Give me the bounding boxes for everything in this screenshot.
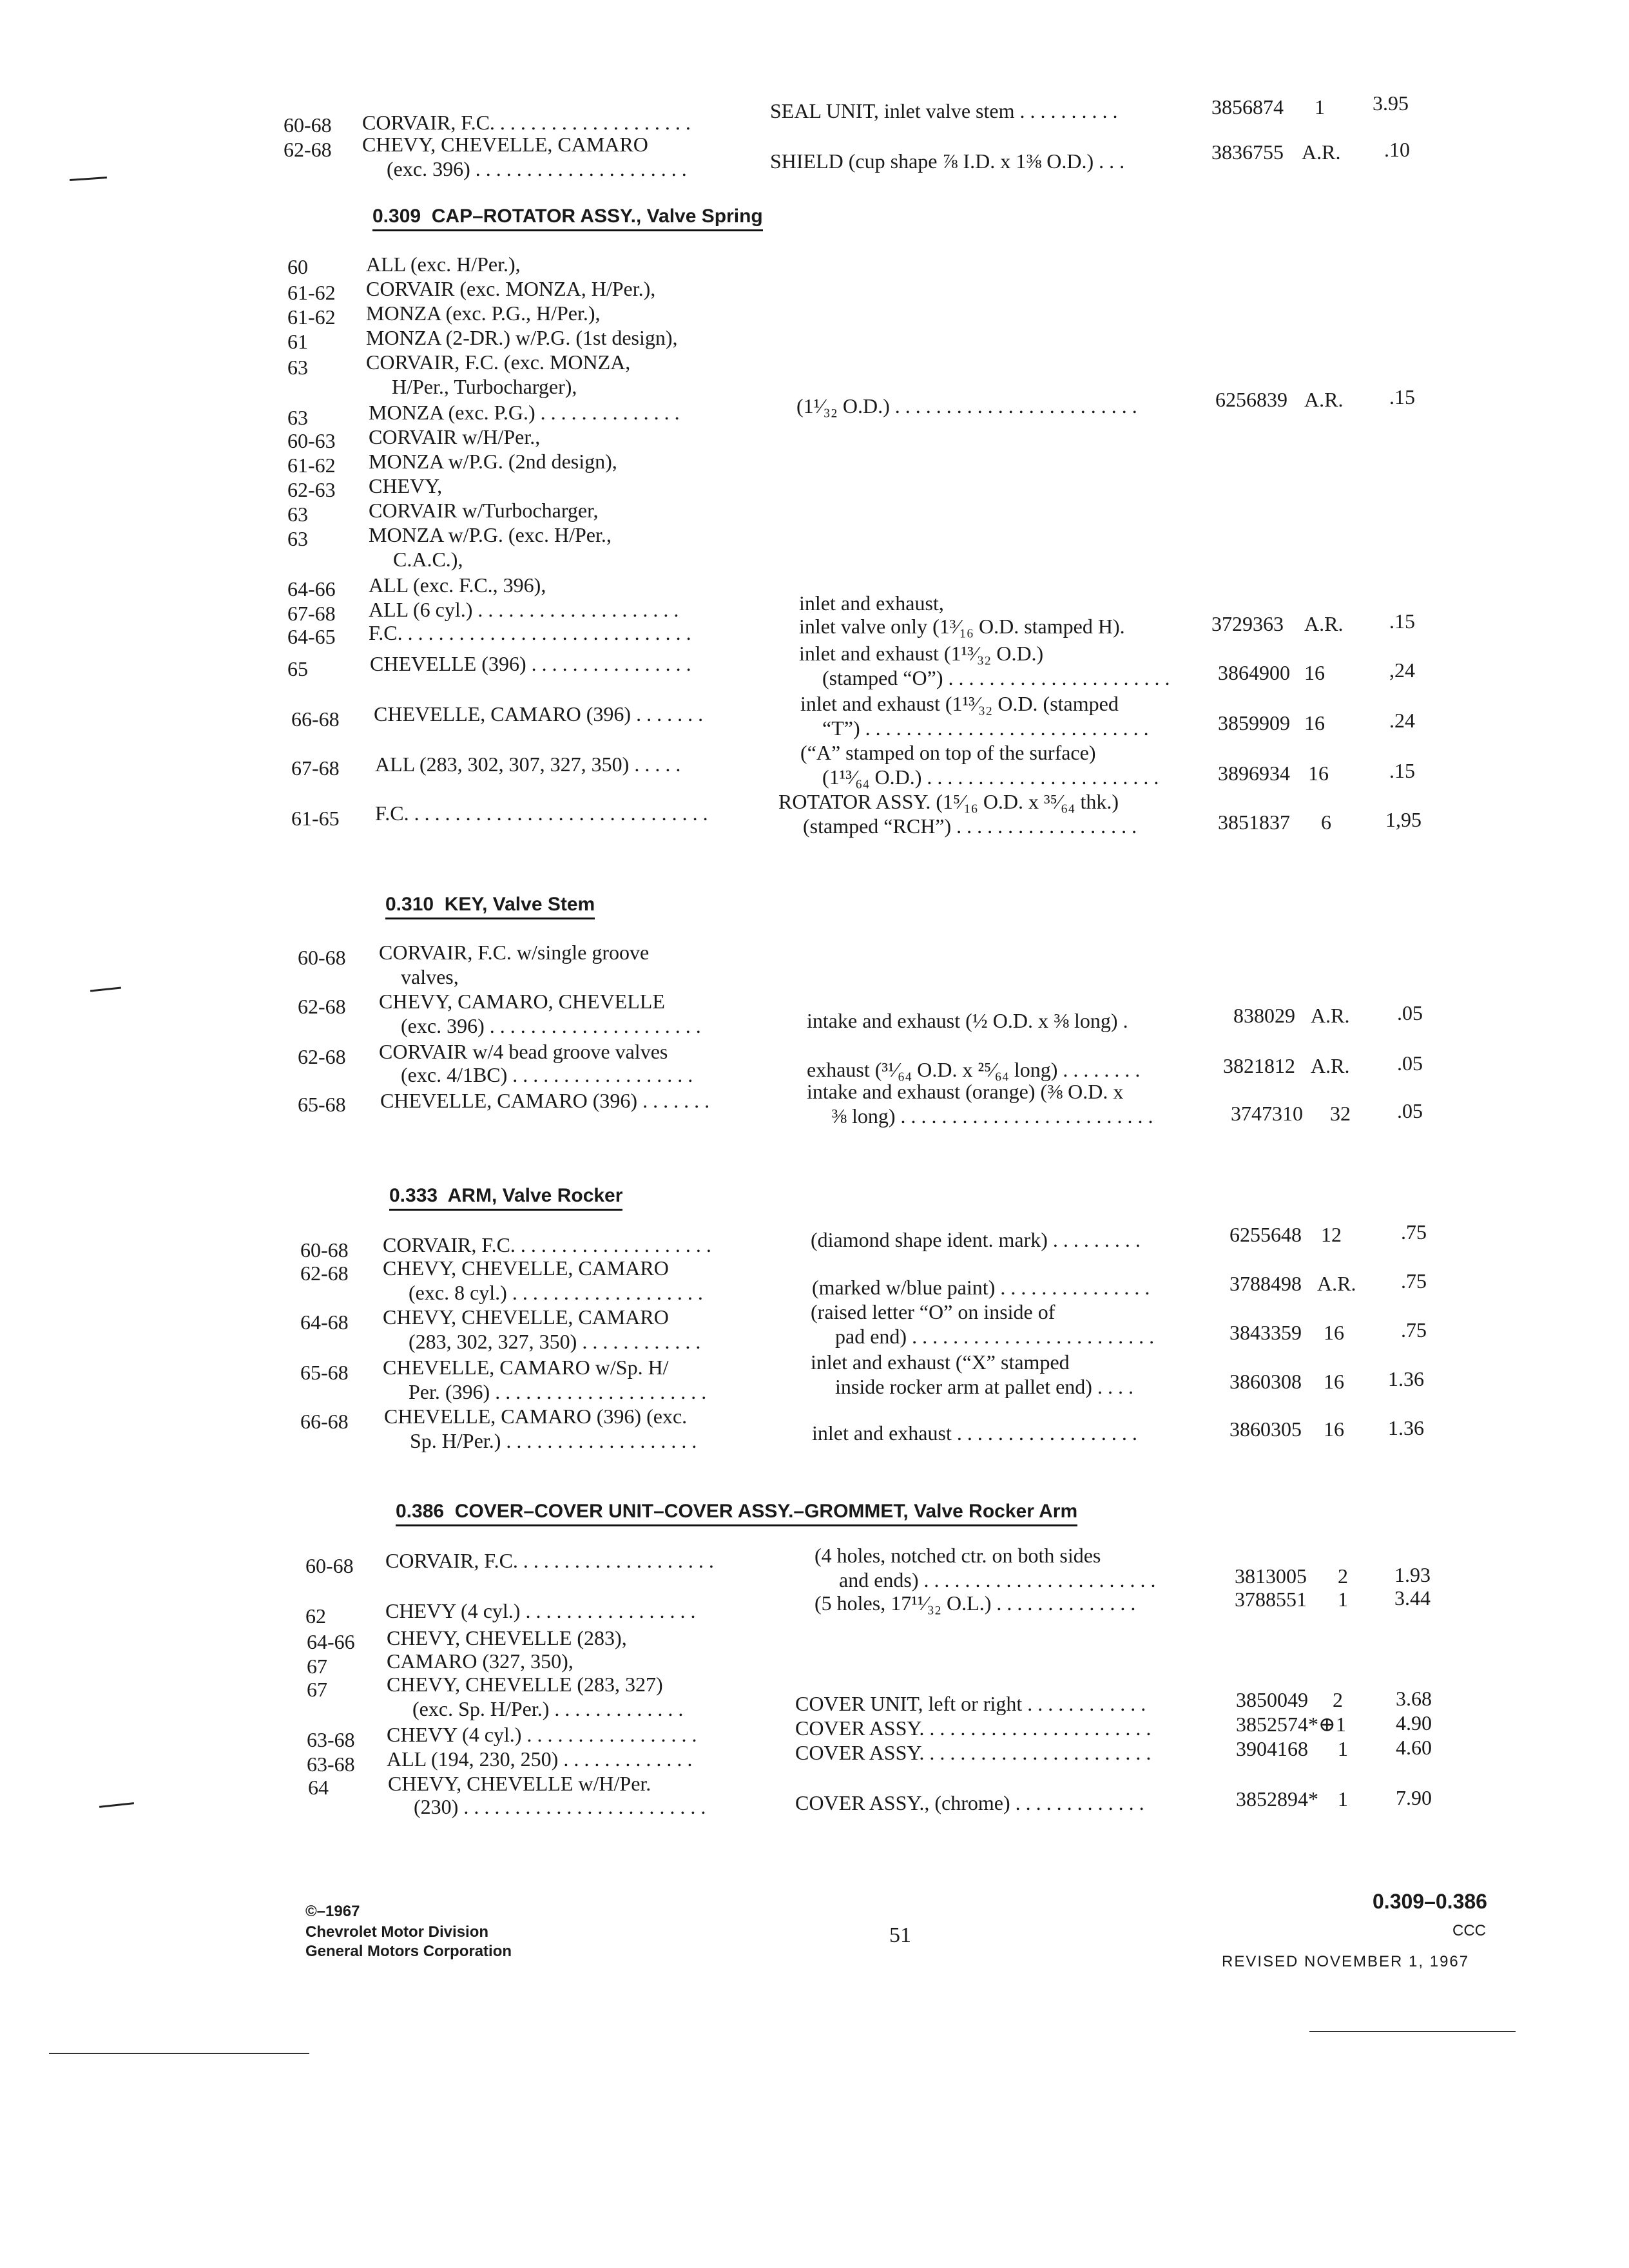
- years: 65: [287, 657, 308, 680]
- model: (exc. 8 cyl.) . . . . . . . . . . . . . . . . . . .: [409, 1281, 703, 1304]
- margin-mark: [99, 1802, 134, 1808]
- model: H/Per., Turbocharger),: [392, 375, 577, 398]
- quantity: 16: [1304, 661, 1325, 684]
- section-range: 0.309–0.386: [1373, 1890, 1487, 1913]
- price: 4.60: [1396, 1736, 1432, 1759]
- description: “T”) . . . . . . . . . . . . . . . . . . . . . . . . . . . .: [822, 716, 1149, 740]
- page-number: 51: [889, 1923, 911, 1947]
- revision-date: REVISED NOVEMBER 1, 1967: [1222, 1953, 1470, 1970]
- price: .05: [1397, 1052, 1423, 1075]
- price: .75: [1401, 1220, 1427, 1244]
- description: (“A” stamped on top of the surface): [800, 741, 1096, 764]
- section-header: 0.333 ARM, Valve Rocker: [389, 1184, 622, 1211]
- quantity: 16: [1304, 711, 1325, 735]
- years: 64-68: [300, 1311, 349, 1334]
- model: CHEVY, CHEVELLE w/H/Per.: [388, 1772, 651, 1795]
- model: F.C. . . . . . . . . . . . . . . . . . . . . . . . . . . . . .: [375, 802, 708, 825]
- part-number: 3860308: [1229, 1370, 1302, 1393]
- quantity: A.R.: [1304, 612, 1344, 635]
- part-number: 838029: [1233, 1004, 1295, 1027]
- quantity: 1: [1338, 1737, 1348, 1760]
- model: Per. (396) . . . . . . . . . . . . . . . . . . . . .: [409, 1380, 707, 1403]
- description: (4 holes, notched ctr. on both sides: [815, 1544, 1101, 1567]
- description: inlet and exhaust . . . . . . . . . . . . . . . . . .: [812, 1421, 1137, 1445]
- description: COVER ASSY., (chrome) . . . . . . . . . . . . .: [795, 1791, 1144, 1814]
- years: 60-68: [305, 1554, 354, 1577]
- price: 1.36: [1388, 1416, 1424, 1439]
- model: ALL (exc. H/Per.),: [366, 253, 521, 276]
- quantity: A.R.: [1302, 140, 1341, 164]
- years: 64-66: [287, 577, 336, 601]
- years: 61-62: [287, 305, 336, 329]
- years: 60-68: [284, 113, 332, 137]
- model: CORVAIR w/Turbocharger,: [369, 499, 599, 522]
- part-number: 3851837: [1218, 811, 1290, 834]
- years: 67-68: [291, 756, 340, 780]
- years: 62: [305, 1604, 326, 1628]
- part-number: 3904168: [1236, 1737, 1308, 1760]
- quantity: 16: [1324, 1370, 1344, 1393]
- years: 60-68: [298, 946, 346, 969]
- price: .15: [1389, 759, 1415, 782]
- quantity: 6: [1321, 811, 1331, 834]
- price: .75: [1401, 1269, 1427, 1293]
- model: ALL (283, 302, 307, 327, 350) . . . . .: [375, 753, 681, 776]
- model: CHEVELLE, CAMARO (396) (exc.: [384, 1405, 688, 1428]
- model: CHEVY, CHEVELLE, CAMARO: [383, 1256, 669, 1280]
- model: CHEVELLE (396) . . . . . . . . . . . . . . . .: [370, 652, 691, 675]
- price: 1.36: [1388, 1367, 1424, 1390]
- model: CHEVY, CAMARO, CHEVELLE: [379, 990, 665, 1013]
- margin-mark: [70, 177, 107, 181]
- model: valves,: [401, 965, 459, 988]
- description: inside rocker arm at pallet end) . . . .: [835, 1375, 1133, 1398]
- part-number: 3747310: [1231, 1102, 1303, 1125]
- years: 63-68: [307, 1753, 355, 1776]
- part-number: 3852894*: [1236, 1787, 1318, 1811]
- model: CHEVELLE, CAMARO (396) . . . . . . .: [380, 1089, 710, 1112]
- years: 61-62: [287, 281, 336, 304]
- description: (marked w/blue paint) . . . . . . . . . . . . . . .: [812, 1276, 1150, 1299]
- model: (230) . . . . . . . . . . . . . . . . . . . . . . . .: [414, 1795, 706, 1818]
- years: 64-65: [287, 625, 336, 648]
- price: 1,95: [1385, 808, 1422, 831]
- years: 62-63: [287, 478, 336, 501]
- price: ,24: [1389, 658, 1415, 682]
- part-number: 3836755: [1211, 140, 1284, 164]
- price: .75: [1401, 1318, 1427, 1341]
- price: 4.90: [1396, 1711, 1432, 1735]
- part-number: 6256839: [1215, 388, 1287, 411]
- years: 64: [308, 1776, 329, 1799]
- quantity: A.R.: [1311, 1054, 1350, 1077]
- price: 3.44: [1394, 1586, 1431, 1610]
- publisher-corporation: General Motors Corporation: [305, 1943, 512, 1960]
- description: inlet and exhaust (1¹³⁄₃₂ O.D. (stamped: [800, 692, 1119, 715]
- years: 60-63: [287, 429, 336, 452]
- description: (diamond shape ident. mark) . . . . . . . . .: [811, 1228, 1141, 1251]
- description: inlet and exhaust,: [799, 591, 944, 615]
- description: COVER UNIT, left or right . . . . . . . . . . . .: [795, 1692, 1146, 1715]
- years: 62-68: [298, 1045, 346, 1068]
- model: MONZA (2-DR.) w/P.G. (1st design),: [366, 326, 678, 349]
- description: intake and exhaust (½ O.D. x ⅜ long) .: [807, 1009, 1128, 1032]
- quantity: 1: [1338, 1787, 1348, 1811]
- copyright: ©–1967: [305, 1903, 360, 1920]
- quantity: 1: [1315, 95, 1325, 119]
- price: .15: [1389, 385, 1415, 408]
- years: 62-68: [300, 1262, 349, 1285]
- part-number: 3850049: [1236, 1688, 1308, 1711]
- model: CHEVY, CHEVELLE (283),: [387, 1626, 627, 1649]
- part-number: 3729363: [1211, 612, 1284, 635]
- section-header: 0.309 CAP–ROTATOR ASSY., Valve Spring: [372, 205, 763, 231]
- model: (exc. Sp. H/Per.) . . . . . . . . . . . . .: [412, 1697, 684, 1720]
- years: 61-62: [287, 454, 336, 477]
- model: ALL (exc. F.C., 396),: [369, 573, 546, 597]
- model: ALL (194, 230, 250) . . . . . . . . . . . . .: [387, 1747, 693, 1771]
- price: 3.95: [1373, 91, 1409, 115]
- years: 61: [287, 330, 308, 353]
- years: 62-68: [284, 138, 332, 161]
- model: CORVAIR w/4 bead groove valves: [379, 1040, 668, 1063]
- model: CHEVY,: [369, 474, 443, 497]
- bottom-rule-left: [49, 2053, 309, 2054]
- description: SEAL UNIT, inlet valve stem . . . . . . . . . .: [770, 99, 1118, 122]
- section-header: 0.386 COVER–COVER UNIT–COVER ASSY.–GROMMET, Valve Rocker Arm: [396, 1500, 1077, 1526]
- part-number: 3856874: [1211, 95, 1284, 119]
- part-number: 3788498: [1229, 1272, 1302, 1295]
- model: CHEVY (4 cyl.) . . . . . . . . . . . . . . . . .: [387, 1723, 697, 1746]
- part-number: 3788551: [1235, 1588, 1307, 1611]
- description: (5 holes, 17¹¹⁄₃₂ O.L.) . . . . . . . . . . . . . .: [815, 1591, 1136, 1615]
- quantity: 2: [1333, 1688, 1343, 1711]
- description: exhaust (³¹⁄₆₄ O.D. x ²⁵⁄₆₄ long) . . . . . . . .: [807, 1058, 1141, 1081]
- years: 67: [307, 1655, 327, 1678]
- price: .05: [1397, 1099, 1423, 1122]
- description: (raised letter “O” on inside of: [811, 1300, 1055, 1323]
- description: COVER ASSY. . . . . . . . . . . . . . . . . . . . . . .: [795, 1716, 1152, 1740]
- price: .24: [1389, 709, 1415, 732]
- model: C.A.C.),: [393, 548, 463, 571]
- model: MONZA w/P.G. (2nd design),: [369, 450, 617, 473]
- quantity: 2: [1338, 1564, 1348, 1588]
- price: .05: [1397, 1001, 1423, 1024]
- years: 65-68: [300, 1361, 349, 1384]
- description: inlet and exhaust (1¹³⁄₃₂ O.D.): [799, 642, 1044, 665]
- part-number: 3859909: [1218, 711, 1290, 735]
- quantity: A.R.: [1317, 1272, 1356, 1295]
- model: (exc. 4/1BC) . . . . . . . . . . . . . . . . . .: [401, 1063, 693, 1086]
- years: 60-68: [300, 1238, 349, 1262]
- quantity: 12: [1321, 1223, 1342, 1246]
- model: F.C. . . . . . . . . . . . . . . . . . . . . . . . . . . . .: [369, 621, 691, 644]
- price: .10: [1384, 138, 1410, 161]
- years: 60: [287, 255, 308, 278]
- model: (283, 302, 327, 350) . . . . . . . . . . . .: [409, 1330, 701, 1353]
- part-number: 3896934: [1218, 762, 1290, 785]
- quantity: 16: [1324, 1418, 1344, 1441]
- quantity: A.R.: [1304, 388, 1344, 411]
- years: 63: [287, 527, 308, 550]
- model: CORVAIR, F.C. . . . . . . . . . . . . . . . . . . .: [362, 111, 691, 134]
- description: COVER ASSY. . . . . . . . . . . . . . . . . . . . . . .: [795, 1741, 1152, 1764]
- quantity: 32: [1330, 1102, 1351, 1125]
- quantity: 16: [1308, 762, 1329, 785]
- part-number: 3821812: [1223, 1054, 1295, 1077]
- description: (1¹³⁄₆₄ O.D.) . . . . . . . . . . . . . . . . . . . . . . .: [822, 765, 1159, 789]
- model: CORVAIR, F.C. w/single groove: [379, 941, 650, 964]
- quantity: 16: [1324, 1321, 1344, 1344]
- bottom-rule-right: [1309, 2031, 1516, 2032]
- model: (exc. 396) . . . . . . . . . . . . . . . . . . . . .: [401, 1014, 701, 1037]
- price: 7.90: [1396, 1786, 1432, 1809]
- description: (stamped “RCH”) . . . . . . . . . . . . . . . . . .: [803, 814, 1137, 838]
- description: and ends) . . . . . . . . . . . . . . . . . . . . . . .: [839, 1568, 1156, 1591]
- margin-mark: [90, 986, 121, 992]
- part-number: 3864900: [1218, 661, 1290, 684]
- years: 65-68: [298, 1093, 346, 1116]
- model: CHEVELLE, CAMARO w/Sp. H/: [383, 1356, 669, 1379]
- years: 66-68: [291, 707, 340, 731]
- part-number: 3813005: [1235, 1564, 1307, 1588]
- description: SHIELD (cup shape ⅞ I.D. x 1⅜ O.D.) . . .: [770, 149, 1125, 173]
- model: (exc. 396) . . . . . . . . . . . . . . . . . . . . .: [387, 157, 687, 180]
- years: 67: [307, 1678, 327, 1701]
- price: .15: [1389, 610, 1415, 633]
- model: CHEVY, CHEVELLE (283, 327): [387, 1673, 663, 1696]
- model: CHEVY, CHEVELLE, CAMARO: [383, 1305, 669, 1329]
- description: inlet and exhaust (“X” stamped: [811, 1350, 1070, 1374]
- description: inlet valve only (1³⁄₁₆ O.D. stamped H).: [799, 615, 1125, 638]
- description: pad end) . . . . . . . . . . . . . . . . . . . . . . . .: [835, 1325, 1155, 1348]
- years: 63: [287, 406, 308, 429]
- years: 61-65: [291, 807, 340, 830]
- price: 3.68: [1396, 1687, 1432, 1710]
- years: 63: [287, 503, 308, 526]
- years: 66-68: [300, 1410, 349, 1433]
- price: 1.93: [1394, 1563, 1431, 1586]
- part-number: 3852574*⊕1: [1236, 1713, 1346, 1736]
- years: 64-66: [307, 1630, 355, 1653]
- description: (1¹⁄₃₂ O.D.) . . . . . . . . . . . . . . . . . . . . . . . .: [796, 394, 1137, 418]
- section-code: CCC: [1452, 1922, 1486, 1939]
- years: 67-68: [287, 602, 336, 625]
- part-number: 3843359: [1229, 1321, 1302, 1344]
- model: MONZA (exc. P.G., H/Per.),: [366, 302, 601, 325]
- section-header: 0.310 KEY, Valve Stem: [385, 893, 595, 919]
- model: CORVAIR, F.C. (exc. MONZA,: [366, 351, 631, 374]
- model: ALL (6 cyl.) . . . . . . . . . . . . . . . . . . . .: [369, 598, 679, 621]
- model: CORVAIR, F.C. . . . . . . . . . . . . . . . . . . .: [385, 1549, 714, 1572]
- years: 63: [287, 356, 308, 379]
- description: ⅜ long) . . . . . . . . . . . . . . . . . . . . . . . . .: [831, 1104, 1153, 1128]
- model: CORVAIR (exc. MONZA, H/Per.),: [366, 277, 656, 300]
- model: CAMARO (327, 350),: [387, 1649, 574, 1673]
- model: CHEVELLE, CAMARO (396) . . . . . . .: [374, 702, 704, 726]
- model: CORVAIR w/H/Per.,: [369, 425, 541, 448]
- years: 62-68: [298, 995, 346, 1018]
- model: CHEVY, CHEVELLE, CAMARO: [362, 133, 648, 156]
- model: CORVAIR, F.C. . . . . . . . . . . . . . . . . . . .: [383, 1233, 711, 1256]
- quantity: A.R.: [1311, 1004, 1350, 1027]
- part-number: 6255648: [1229, 1223, 1302, 1246]
- quantity: 1: [1338, 1588, 1348, 1611]
- part-number: 3860305: [1229, 1418, 1302, 1441]
- model: Sp. H/Per.) . . . . . . . . . . . . . . . . . . .: [410, 1429, 697, 1452]
- description: ROTATOR ASSY. (1⁵⁄₁₆ O.D. x ³⁵⁄₆₄ thk.): [778, 790, 1119, 813]
- description: (stamped “O”) . . . . . . . . . . . . . . . . . . . . . .: [822, 666, 1170, 689]
- publisher-division: Chevrolet Motor Division: [305, 1923, 489, 1941]
- years: 63-68: [307, 1728, 355, 1751]
- model: CHEVY (4 cyl.) . . . . . . . . . . . . . . . . .: [385, 1599, 696, 1622]
- model: MONZA w/P.G. (exc. H/Per.,: [369, 523, 612, 546]
- description: intake and exhaust (orange) (⅜ O.D. x: [807, 1080, 1124, 1103]
- model: MONZA (exc. P.G.) . . . . . . . . . . . . . .: [369, 401, 680, 424]
